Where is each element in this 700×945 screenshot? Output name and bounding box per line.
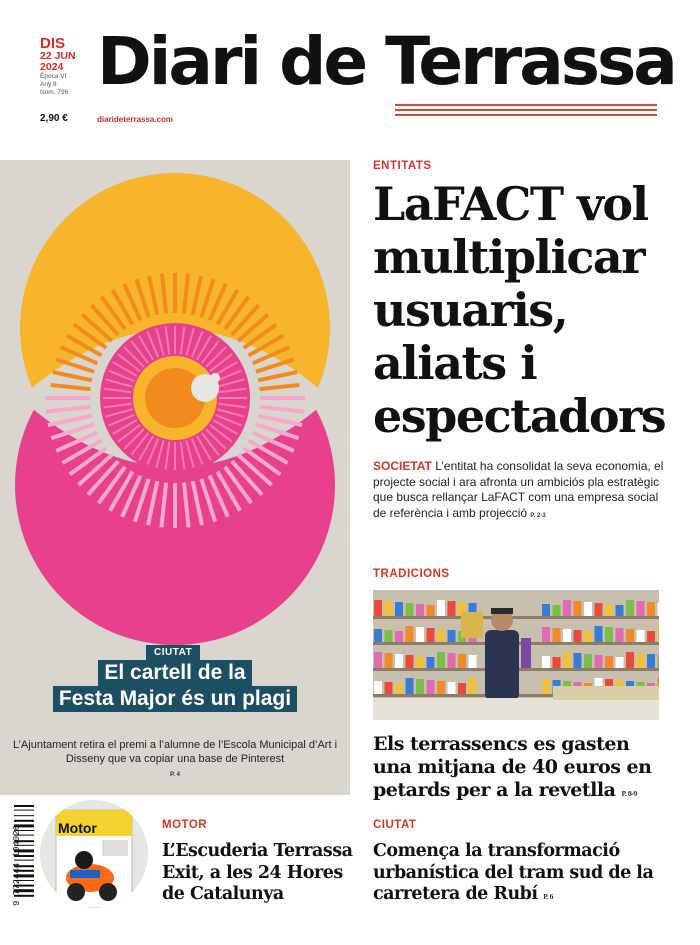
- ciutat-tag: CIUTAT: [146, 645, 200, 660]
- petards-headline[interactable]: [373, 733, 663, 806]
- eye-highlight-small: [210, 373, 220, 383]
- escuderia-headline[interactable]: L’Escuderia Terrassa Exit, a les 24 Hores de Catalunya: [162, 841, 353, 904]
- date-block: [40, 36, 92, 97]
- fireworks-shop-photo[interactable]: [373, 590, 659, 720]
- lead-body: L’entitat ha consolidat la seva economia, el projecte social i ara afronta un ambiciós pla estratègic que busca rellançar LaFACT com una empresa social de referència i amb projecció: [373, 459, 664, 520]
- petards-page-ref: P. 8-9: [621, 791, 638, 798]
- petards-headline-text: Els terrassencs es gasten una mitjana de 40 euros en petards per a la revetlla: [373, 733, 652, 801]
- lead-kicker: SOCIETAT: [373, 459, 432, 473]
- motorcycle-illustration: [40, 800, 148, 908]
- day-label: DIS: [40, 35, 66, 52]
- motor-magazine-cover[interactable]: [40, 800, 148, 908]
- lead-headline[interactable]: LaFACT vol multiplicar usuaris, aliats i espectadors: [373, 177, 666, 443]
- feature-page-ref: P. 4: [170, 772, 180, 778]
- section-tradicions: TRADICIONS: [373, 568, 450, 580]
- section-ciutat: CIUTAT: [373, 819, 417, 831]
- lead-page-ref: P. 2-3: [530, 512, 546, 519]
- year-label: 2024: [40, 61, 64, 73]
- issue-number: Núm. 796: [40, 89, 69, 96]
- date-label: 22 JUN: [40, 50, 76, 62]
- feature-headline[interactable]: [0, 660, 350, 712]
- epoca-label: Època VI: [40, 73, 67, 80]
- feature-headline-line1: El cartell de la: [98, 660, 251, 686]
- transformacio-headline-text: Comença la transformació urbanística del tram sud de la carretera de Rubí: [373, 841, 654, 904]
- feature-poster[interactable]: [0, 160, 350, 795]
- transformacio-headline[interactable]: [373, 841, 673, 909]
- lead-summary: [373, 459, 673, 524]
- price: 2,90 €: [40, 113, 68, 124]
- masthead: [0, 0, 700, 140]
- section-entitats: ENTITATS: [373, 160, 432, 172]
- feature-subtitle: L’Ajuntament retira el premi a l’alumne de l’Escola Municipal d’Art i Disseny que va copiar una base de Pinterest: [12, 739, 338, 765]
- website-link[interactable]: diarideterrassa.com: [97, 115, 174, 124]
- any-label: Any 8: [40, 81, 57, 88]
- newspaper-logo[interactable]: Diari de Terrassa: [97, 23, 675, 100]
- transformacio-page-ref: P. 6: [543, 894, 554, 901]
- barcode-number: 9 772444 104026: [12, 824, 22, 906]
- motor-magazine-title: Motor: [58, 820, 97, 836]
- shop-photo-illustration: [373, 590, 659, 720]
- feature-headline-line2: Festa Major és un plagi: [53, 686, 297, 712]
- section-motor: MOTOR: [162, 819, 208, 831]
- logo-underline-decoration: [395, 104, 657, 124]
